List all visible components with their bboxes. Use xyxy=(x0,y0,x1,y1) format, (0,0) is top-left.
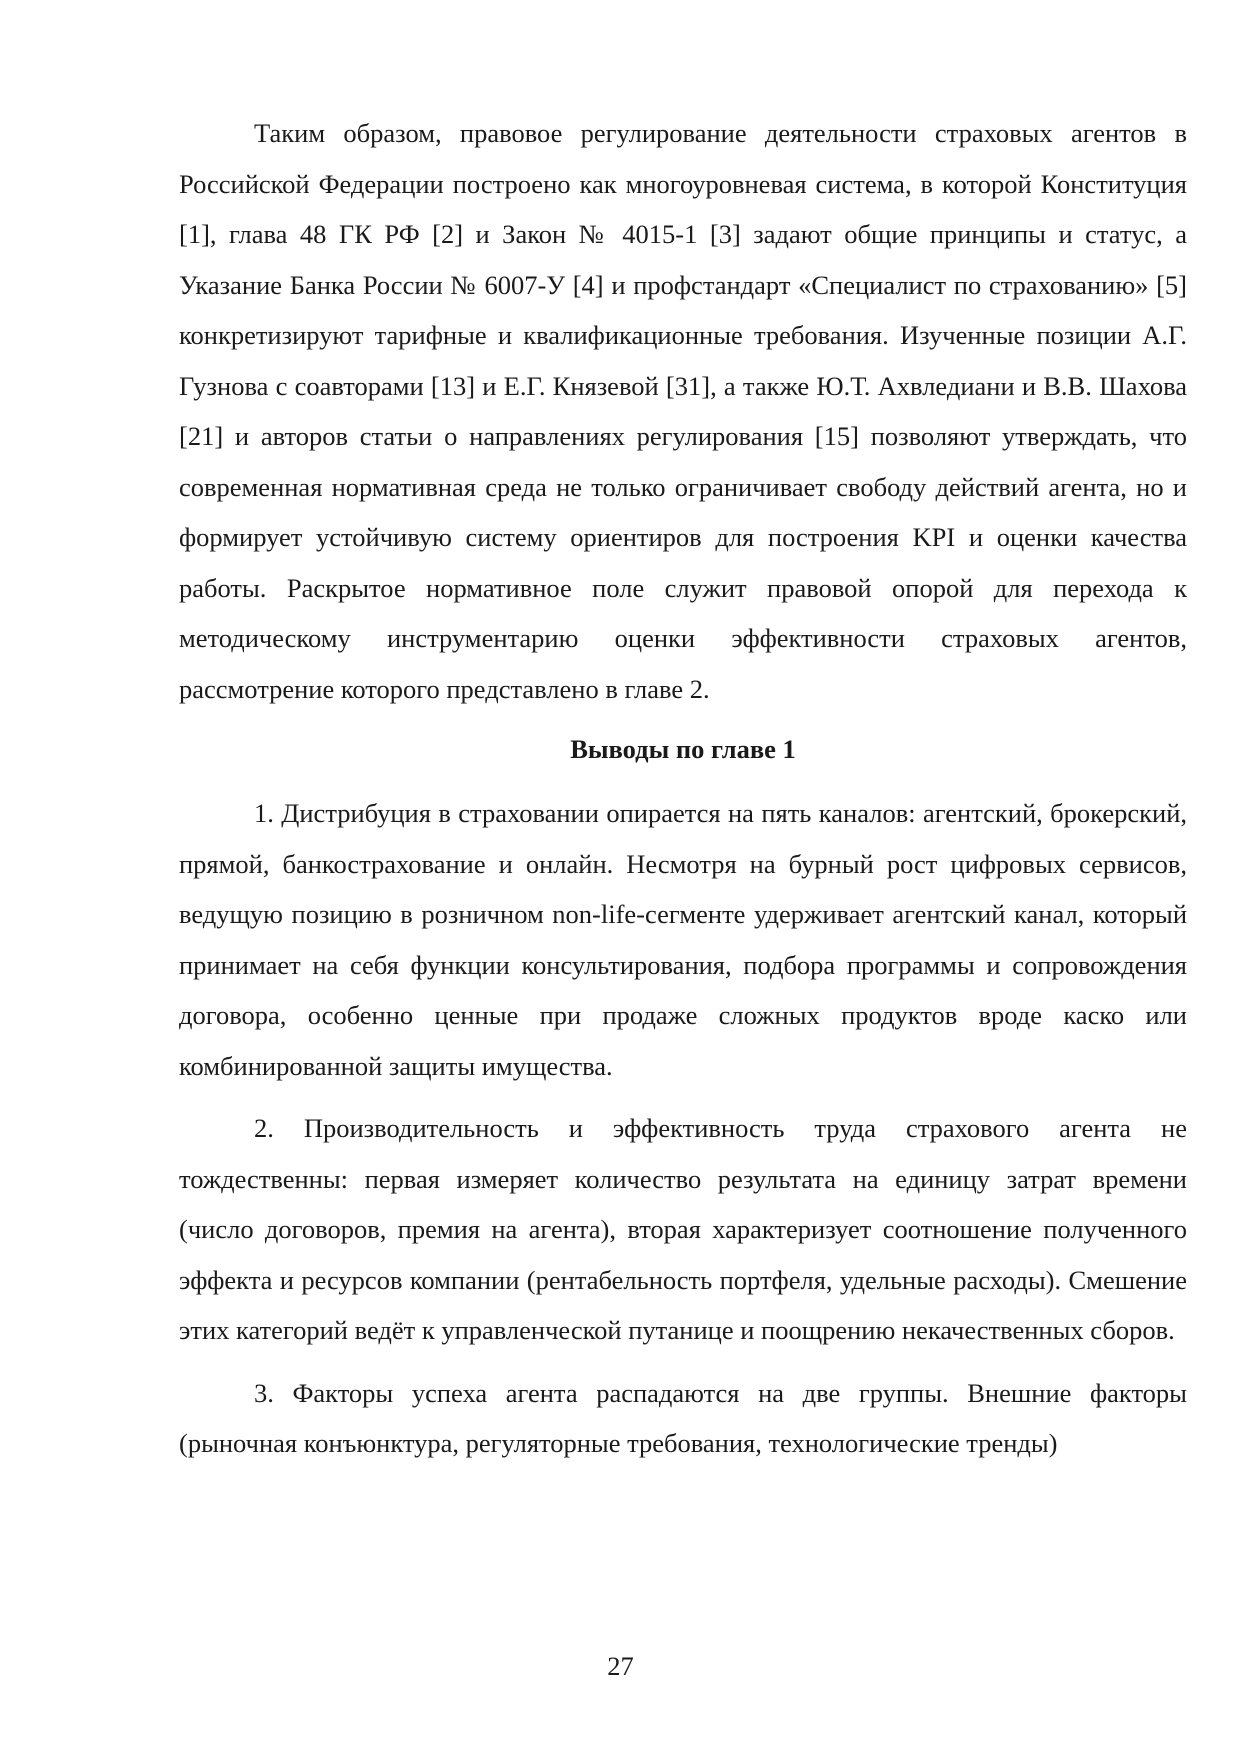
page-number: 27 xyxy=(607,1651,634,1681)
paragraph-gap xyxy=(179,1356,1187,1368)
conclusion-item-2: 2. Производительность и эффективность труда страхового агента не тождественны: первая измеряет количество результата на единицу затрат времени (число договоров, премия на агента), вторая характеризует соотношение полученного эффекта и ресурсов компании (рентабельность портфеля, удельные расходы). Смешение этих категорий ведёт к управленческой путанице и поощрению некачественных сборов. xyxy=(179,1113,1187,1345)
section-heading: Выводы по главе 1 xyxy=(570,734,796,764)
paragraph-gap xyxy=(179,1091,1187,1103)
conclusion-item-1: 1. Дистрибуция в страховании опирается на пять каналов: агентский, брокерский, прямой, банкострахование и онлайн. Несмотря на бурный рост цифровых сервисов, ведущую позицию в розничном non-life-сегменте удерживает агентский канал, который принимает на себя функции консультирования, подбора программы и сопровождения договора, особенно ценные при продаже сложных продуктов вроде каско или комбинированной защиты имущества. xyxy=(179,798,1187,1081)
body-paragraph: Таким образом, правовое регулирование деятельности страховых агентов в Российской Федерации построено как многоуровневая система, в которой Конституция [1], глава 48 ГК РФ [2] и Закон № 4015-1 [3] задают общие принципы и статус, а Указание Банка России № 6007-У [4] и профстандарт «Специалист по страхованию» [5] конкретизируют тарифные и квалификационные требования. Изученные позиции А.Г. Гузнова с соавторами [13] и Е.Г. Князевой [31], а также Ю.Т. Ахвледиани и В.В. Шахова [21] и авторов статьи о направлениях регулирования [15] позволяют утверждать, что современная нормативная среда не только ограничивает свободу действий агента, но и формирует устойчивую систему ориентиров для построения KPI и оценки качества работы. Раскрытое нормативное поле служит правовой опорой для перехода к методическому инструментарию оценки эффективности страховых агентов, рассмотрение которого представлено в главе 2. xyxy=(179,118,1187,704)
conclusion-item-3: 3. Факторы успеха агента распадаются на две группы. Внешние факторы (рыночная конъюнктура, регуляторные требования, технологические тренды) xyxy=(179,1377,1187,1458)
document-page xyxy=(179,108,1187,1469)
